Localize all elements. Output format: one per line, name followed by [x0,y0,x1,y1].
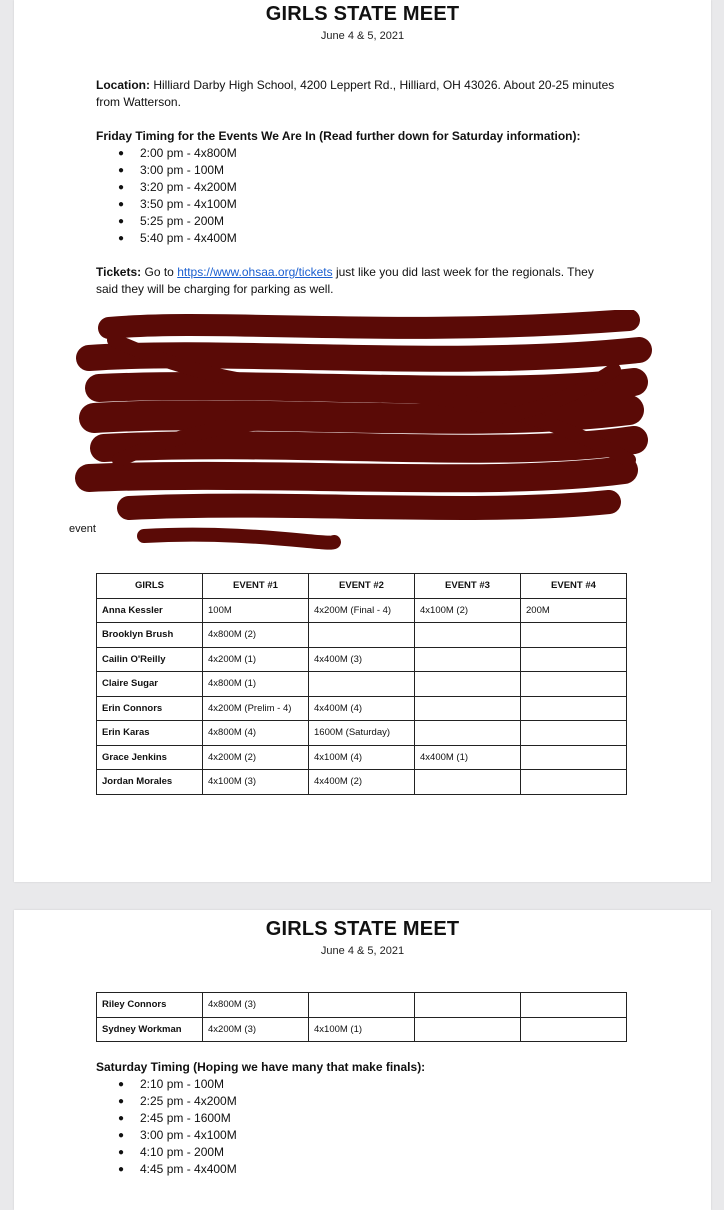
event-cell [309,993,415,1018]
table-row [97,993,627,1018]
tickets-label: Tickets: [96,265,142,279]
list-item-text: 2:45 pm - 1600M [140,1111,231,1125]
event-cell: 1600M (Saturday) [309,721,415,746]
athlete-name-cell: Grace Jenkins [97,745,203,770]
event-cell: 4x200M (Prelim - 4) [203,696,309,721]
header-event-1: EVENT #1 [203,574,309,599]
table-row [97,598,627,623]
athlete-name-cell: Erin Karas [97,721,203,746]
table-row [97,1017,627,1042]
list-item [96,213,237,230]
event-cell [521,672,627,697]
event-cell: 4x100M (3) [203,770,309,795]
athlete-name-cell: Claire Sugar [97,672,203,697]
event-cell: 4x800M (2) [203,623,309,648]
list-item-text: 3:20 pm - 4x200M [140,180,237,194]
location-paragraph [96,77,616,111]
event-cell: 4x200M (2) [203,745,309,770]
athlete-name-cell: Brooklyn Brush [97,623,203,648]
list-item [96,1093,237,1110]
saturday-timing-list [96,1076,237,1178]
document-page-1 [14,0,711,882]
event-cell [415,993,521,1018]
table-row [97,721,627,746]
table-row [97,770,627,795]
event-cell [415,672,521,697]
event-cell [415,1017,521,1042]
page-title-2: GIRLS STATE MEET [265,918,460,940]
document-page-2 [14,910,711,1210]
list-item [96,230,237,247]
event-cell: 4x800M (3) [203,993,309,1018]
bullet-icon: ● [118,1130,125,1141]
redaction-stroke [109,320,629,328]
location-label: Location: [96,78,150,92]
event-cell: 4x800M (1) [203,672,309,697]
page-title: GIRLS STATE MEET [265,3,460,25]
list-item-text: 2:10 pm - 100M [140,1077,225,1091]
bullet-icon: ● [118,233,125,244]
event-cell [521,1017,627,1042]
redacted-fragment-event: event [69,523,96,535]
header-event-3: EVENT #3 [415,574,521,599]
tickets-text-before: Go to [144,265,174,279]
event-cell [521,770,627,795]
list-item [96,196,237,213]
event-cell [415,770,521,795]
event-cell: 4x200M (1) [203,647,309,672]
bullet-icon: ● [118,165,125,176]
list-item [96,1076,237,1093]
header-girls: GIRLS [97,574,203,599]
bullet-icon: ● [118,199,125,210]
list-item-text: 2:00 pm - 4x800M [140,146,237,160]
list-item-text: 5:40 pm - 4x400M [140,231,237,245]
header-event-2: EVENT #2 [309,574,415,599]
athlete-events-table [96,573,627,795]
event-cell [415,696,521,721]
event-cell [415,721,521,746]
redaction-strokes [89,320,639,543]
event-cell: 4x200M (3) [203,1017,309,1042]
list-item [96,1110,237,1127]
header-event-4: EVENT #4 [521,574,627,599]
location-text: Hilliard Darby High School, 4200 Leppert Rd., Hilliard, OH 43026. About 20-25 minutes from Watterson. [96,78,615,109]
list-item [96,1161,237,1178]
list-item [96,162,237,179]
event-cell [415,623,521,648]
event-cell [309,672,415,697]
event-cell [415,647,521,672]
table-body [97,598,627,794]
event-cell: 4x400M (1) [415,745,521,770]
event-cell: 4x100M (4) [309,745,415,770]
event-cell: 4x400M (4) [309,696,415,721]
saturday-heading: Saturday Timing (Hoping we have many that make finals): [96,1060,426,1074]
friday-timing-list [96,145,237,247]
bullet-icon: ● [118,1096,125,1107]
table-row [97,672,627,697]
event-cell [309,623,415,648]
redaction-stroke [89,470,624,478]
list-item-text: 3:00 pm - 100M [140,163,225,177]
bullet-icon: ● [118,216,125,227]
event-cell [521,623,627,648]
athlete-name-cell: Cailin O'Reilly [97,647,203,672]
event-cell: 4x400M (2) [309,770,415,795]
list-item-text: 2:25 pm - 4x200M [140,1094,237,1108]
table-body-continued [97,993,627,1042]
event-cell: 4x100M (2) [415,598,521,623]
athlete-name-cell: Sydney Workman [97,1017,203,1042]
athlete-events-table-continued [96,992,627,1042]
redaction-stroke [129,502,609,508]
bullet-icon: ● [118,1164,125,1175]
list-item [96,1127,237,1144]
event-cell [521,993,627,1018]
table-row [97,745,627,770]
redaction-scribble [69,310,669,560]
event-cell [521,721,627,746]
list-item-text: 3:00 pm - 4x100M [140,1128,237,1142]
bullet-icon: ● [118,1079,125,1090]
page-date-2: June 4 & 5, 2021 [320,945,405,957]
bullet-icon: ● [118,182,125,193]
table-row [97,647,627,672]
tickets-link[interactable]: https://www.ohsaa.org/tickets [177,265,333,279]
athlete-name-cell: Anna Kessler [97,598,203,623]
event-cell: 4x200M (Final - 4) [309,598,415,623]
list-item-text: 5:25 pm - 200M [140,214,225,228]
event-cell [521,696,627,721]
event-cell [521,647,627,672]
tickets-text-after: just like you did last week for the regionals. They said they will be charging for parking as well. [96,265,594,296]
event-cell: 4x800M (4) [203,721,309,746]
event-cell: 4x100M (1) [309,1017,415,1042]
athlete-name-cell: Jordan Morales [97,770,203,795]
redacted-fragment-an: an [612,471,626,485]
bullet-icon: ● [118,1113,125,1124]
athlete-name-cell: Riley Connors [97,993,203,1018]
list-item [96,1144,237,1161]
list-item-text: 3:50 pm - 4x100M [140,197,237,211]
list-item-text: 4:45 pm - 4x400M [140,1162,237,1176]
event-cell [521,745,627,770]
table-header-row [97,574,627,599]
list-item-text: 4:10 pm - 200M [140,1145,225,1159]
bullet-icon: ● [118,1147,125,1158]
tickets-paragraph [96,264,616,298]
table-row [97,696,627,721]
friday-heading: Friday Timing for the Events We Are In (Read further down for Saturday information): [96,129,581,143]
event-cell: 100M [203,598,309,623]
list-item [96,145,237,162]
event-cell: 4x400M (3) [309,647,415,672]
list-item [96,179,237,196]
table-row [97,623,627,648]
athlete-name-cell: Erin Connors [97,696,203,721]
event-cell: 200M [521,598,627,623]
bullet-icon: ● [118,148,125,159]
page-date: June 4 & 5, 2021 [320,30,405,42]
redaction-stroke [144,535,334,543]
